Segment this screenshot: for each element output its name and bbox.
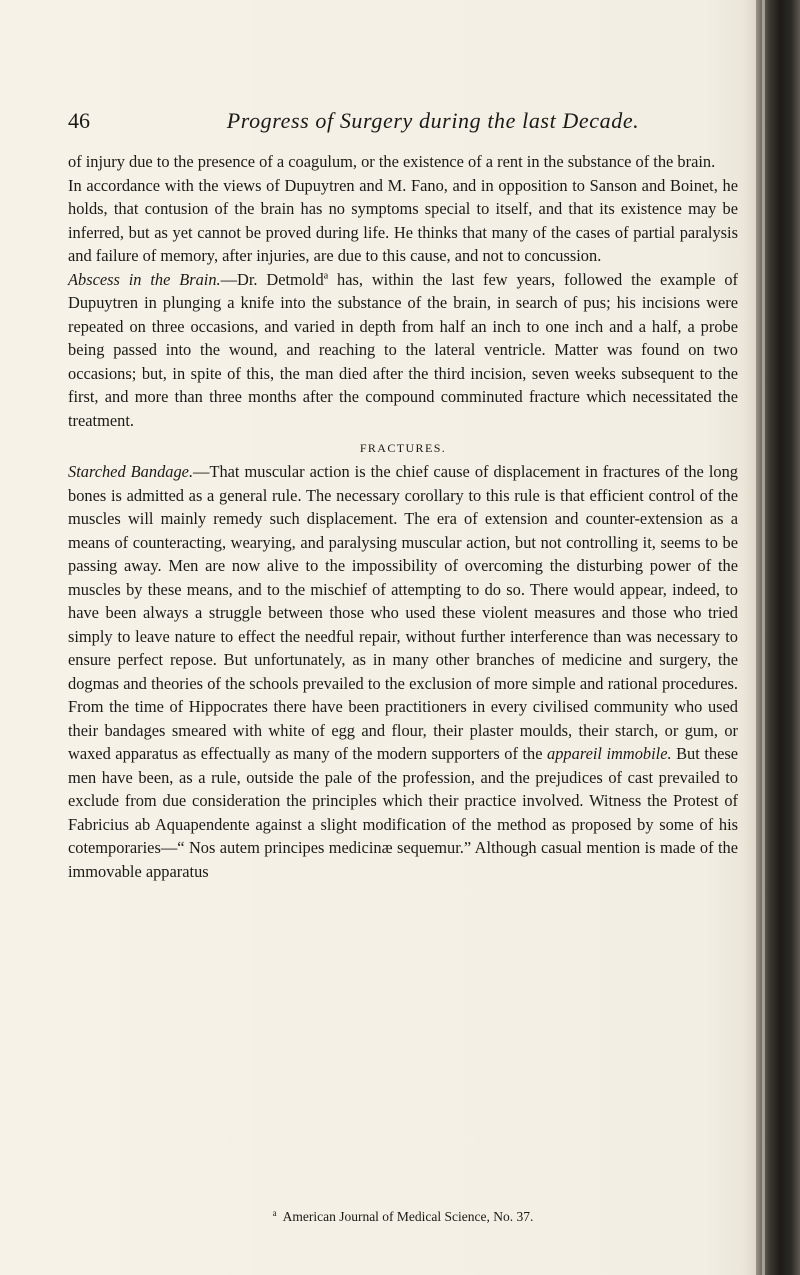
paragraph-3-text-a: —Dr. Detmold	[220, 269, 324, 289]
paragraph-4-text-b: But these men have been, as a rule, outside the pale of the profession, and the prejudices of cast prevailed to exclude from due consideration the principles which their practice involved. Witness the Protest of Fabricius ab Aquapendente against a slight modification of the method as proposed by some of his cotemporaries—“ Nos autem principes medicinæ sequemur.” Although casual mention is made of the immovable apparatus	[68, 744, 738, 881]
section-heading: FRACTURES.	[359, 441, 447, 455]
paragraph-4	[68, 460, 738, 883]
paragraph-4-text-a: —That muscular action is the chief cause of displacement in fractures of the long bones is admitted as a general rule. The necessary corollary to this rule is that efficient control of the muscles will mainly remedy such displacement. The era of extension and counter-extension as a means of counteracting, wearying, and paralysing muscular action, but not controlling it, seems to be passing away. Men are now alive to the impossibility of overcoming the disturbing power of the muscles by these means, and to the mischief of attempting to do so. There would appear, indeed, to have been always a struggle between those who used these violent measures and those who tried simply to leave nature to effect the needful repair, without further interference than was necessary to ensure perfect repose. But unfortunately, as in many other branches of medicine and surgery, the dogmas and theories of the schools prevailed to the exclusion of more simple and rational procedures. From the time of Hippocrates there have been practitioners in every civilised community who used their bandages smeared with white of egg and flour, their plaster moulds, their starch, or gum, or waxed apparatus as effectually as many of the modern supporters of the	[68, 462, 738, 763]
abscess-heading: Abscess in the Brain.	[68, 269, 221, 289]
book-spine-shadow	[756, 0, 800, 1275]
paragraph-2: In accordance with the views of Dupuytren and M. Fano, and in opposition to Sanson and Boinet, he holds, that contusion of the brain has no symptoms special to itself, and that its existence may be inferred, but as yet cannot be proved during life. He thinks that many of the cases of partial paralysis and failure of memory, after injuries, are due to this cause, and not to concussion.	[68, 175, 738, 265]
footnote-reference: a	[323, 270, 329, 282]
body-text	[68, 150, 738, 883]
paragraph-3-text-b: has, within the last few years, followed the example of Dupuytren in plunging a knife into the substance of the brain, in search of pus; his incisions were repeated on three occasions, and varied in depth from half an inch to one inch and a half, a probe being passed into the wound, and reaching to the lateral ventricle. Matter was found on two occasions; but, in spite of this, the man died after the third incision, seven weeks subsequent to the first, and more than three months after the compound comminuted fracture which necessitated the treatment.	[68, 269, 738, 430]
page-header	[68, 108, 738, 138]
footnote-mark: a	[272, 1207, 277, 1218]
starched-bandage-heading: Starched Bandage.	[68, 462, 194, 481]
paragraph-1: of injury due to the presence of a coagulum, or the existence of a rent in the substance of the brain.	[68, 152, 716, 171]
paragraph-3	[68, 268, 738, 433]
appareil-immobile-term: appareil immobile.	[547, 744, 672, 763]
footnote-text: American Journal of Medical Science, No. 37.	[282, 1209, 534, 1224]
running-title: Progress of Surgery during the last Decade.	[226, 108, 640, 133]
page-number: 46	[68, 108, 90, 133]
footnote	[68, 1208, 738, 1226]
